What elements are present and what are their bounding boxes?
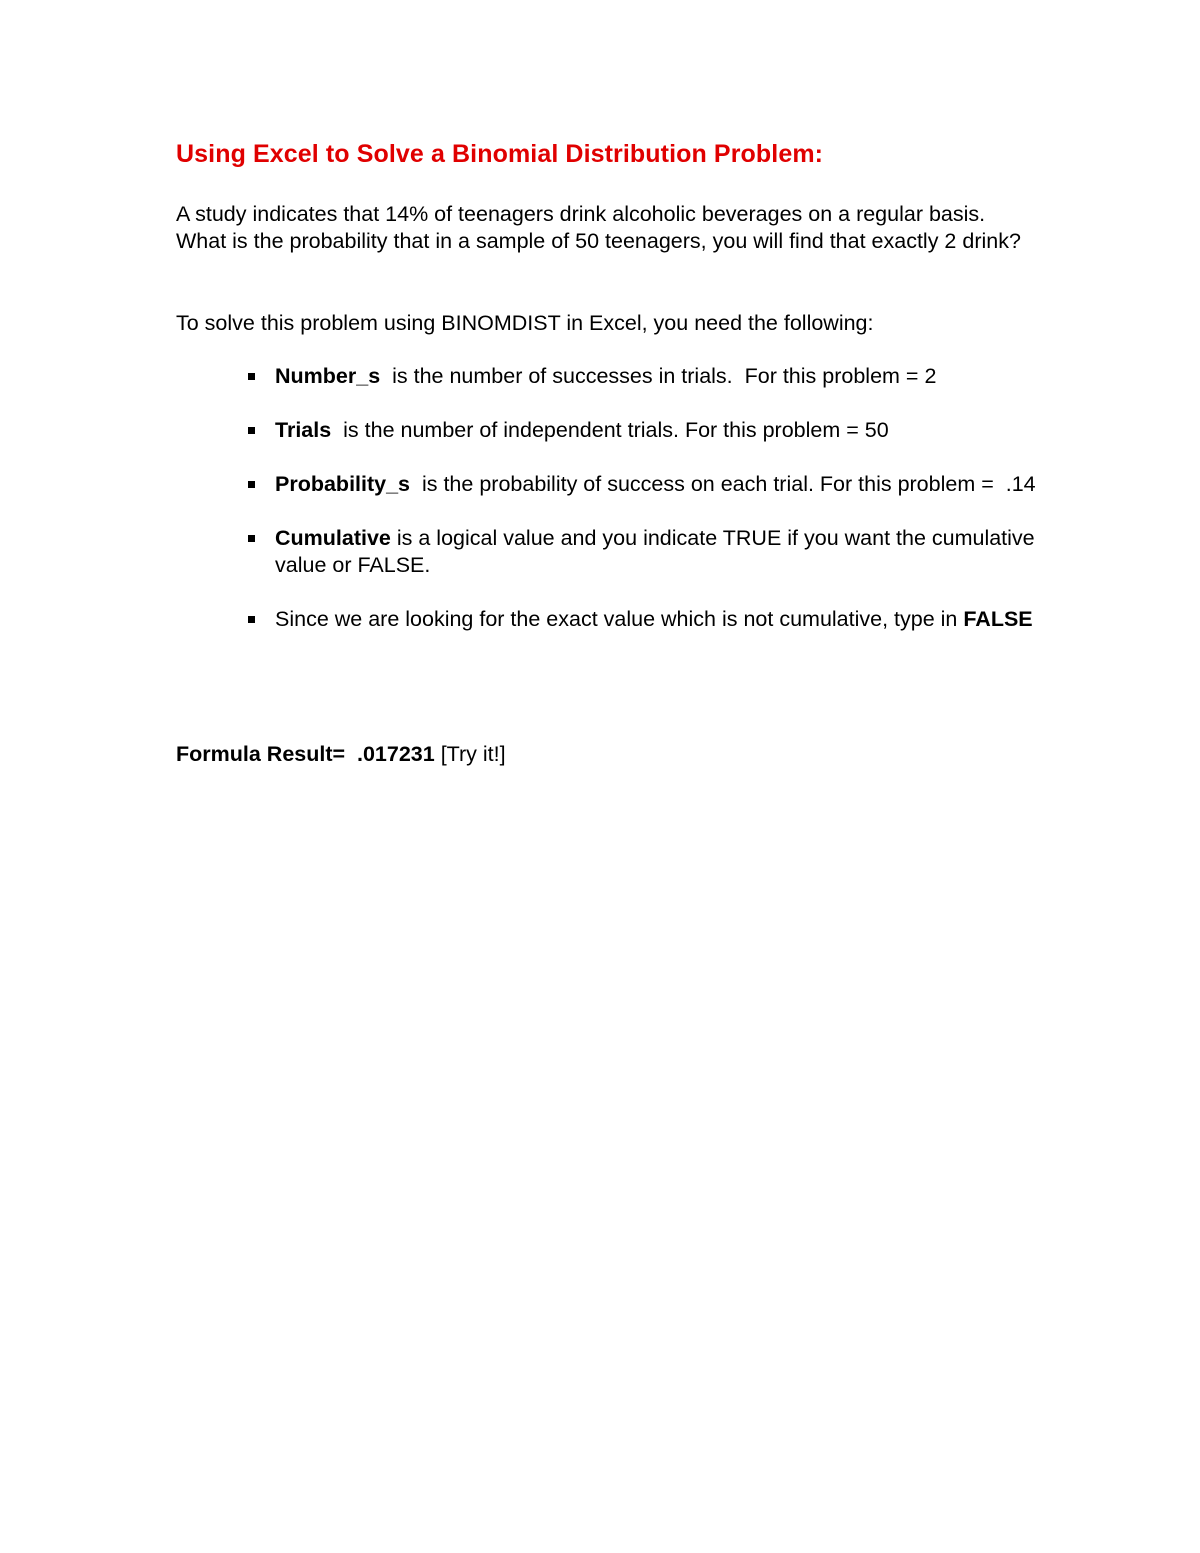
square-bullet-icon [248, 427, 255, 434]
param-term: Number_s [275, 364, 381, 388]
note-text: Since we are looking for the exact value which is not cumulative, type in [275, 607, 964, 631]
param-description: is the probability of success on each trial. For this problem = .14 [410, 472, 1036, 496]
square-bullet-icon [248, 535, 255, 542]
result-suffix: [Try it!] [434, 742, 506, 766]
list-item-false-note [176, 606, 1036, 633]
param-description: is a logical value and you indicate TRUE if you want the cumulative value or FALSE. [275, 526, 1041, 577]
square-bullet-icon [248, 616, 255, 623]
list-item-number-s [176, 363, 1036, 390]
parameter-list [176, 363, 1041, 660]
false-emphasis: FALSE [963, 607, 1033, 631]
param-term: Trials [275, 418, 332, 442]
document-title: Using Excel to Solve a Binomial Distribution Problem: [176, 140, 824, 168]
formula-result [176, 741, 506, 768]
list-item-cumulative [176, 525, 1041, 579]
problem-paragraph: A study indicates that 14% of teenagers drink alcoholic beverages on a regular basis. What is the probability that in a sample of 50 teenagers, you will find that exactly 2 drink? [176, 202, 1021, 253]
param-description: is the number of successes in trials. For this problem = 2 [380, 364, 937, 388]
list-item-trials [176, 417, 1036, 444]
square-bullet-icon [248, 481, 255, 488]
instructions-paragraph: To solve this problem using BINOMDIST in Excel, you need the following: [176, 311, 874, 335]
param-description: is the number of independent trials. For this problem = 50 [331, 418, 889, 442]
square-bullet-icon [248, 373, 255, 380]
param-term: Cumulative [275, 526, 391, 550]
param-term: Probability_s [275, 472, 411, 496]
list-item-probability-s [176, 471, 1036, 498]
result-label: Formula Result= .017231 [176, 742, 435, 766]
